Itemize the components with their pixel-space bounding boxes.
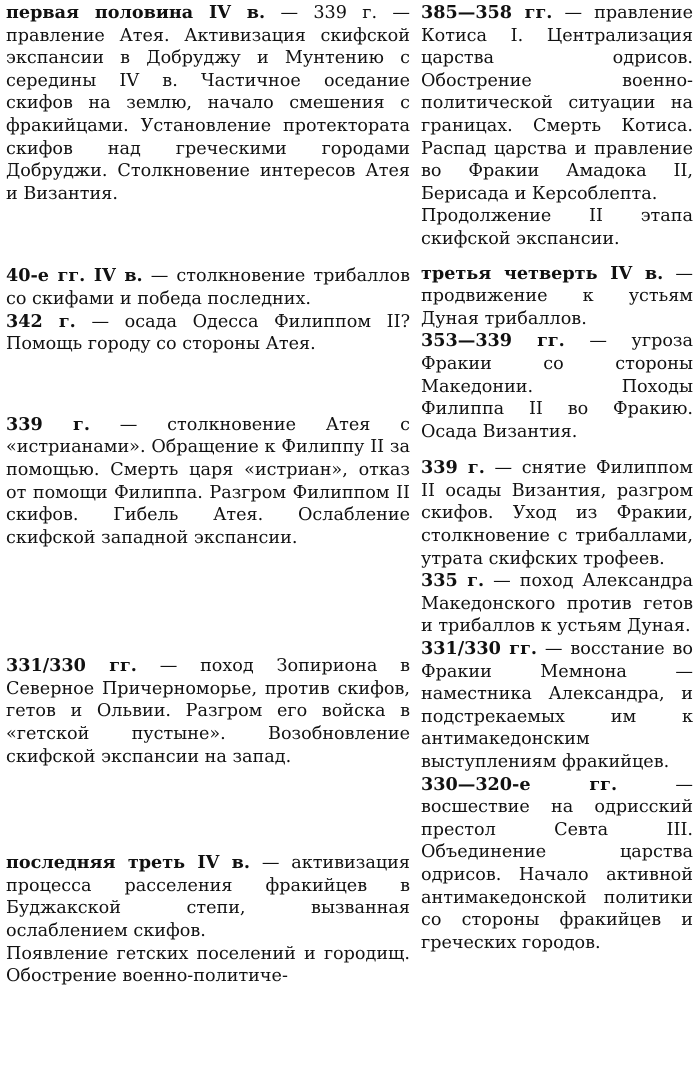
entry-paragraph (6, 265, 410, 310)
entry-paragraph (421, 638, 693, 774)
entry-paragraph (6, 655, 410, 768)
chronology-entry (6, 414, 410, 550)
chronology-entry (421, 457, 693, 570)
entry-date: 330—320-е гг. (421, 773, 618, 795)
entry-date: 331/330 гг. (421, 638, 537, 660)
entry-text: Продолжение II этапа скифской экспансии. (421, 206, 693, 249)
chronology-entry (6, 2, 410, 205)
chronology-entry (6, 311, 410, 356)
entry-text: — правление Котиса I. Централизация царства одрисов. Обострение военно-политической ситуации на границах. Смерть Котиса. Распад царства и правление во Фракии Амадока II, Берисада и Керсоблепта. (421, 3, 694, 204)
entry-text: — осада Одесса Филиппом II? Помощь городу со стороны Атея. (6, 311, 411, 355)
entry-paragraph (421, 2, 693, 205)
entry-date: 339 г. (6, 413, 90, 435)
left-column (6, 2, 410, 988)
entry-date: 335 г. (421, 570, 485, 592)
entry-text: — поход Зопириона в Северное Причерноморье, против скифов, гетов и Ольвии. Разгром его войска в «гетской пустыне». Возобновление скифской экспансии на запад. (6, 656, 411, 767)
entry-paragraph (421, 457, 693, 570)
chronology-entry (6, 265, 410, 310)
entry-date: третья четверть IV в. (421, 262, 664, 284)
entry-text: — снятие Филиппом II осады Византия, разгром скифов. Уход из Фракии, столкновение с трибаллами, утрата скифских трофеев. (421, 458, 693, 569)
chronology-entry (421, 330, 693, 443)
entry-paragraph (421, 330, 693, 443)
entry-text: — активизация процесса расселения фракийцев в Буджакской степи, вызванная ослаблением скифов. (6, 853, 411, 942)
entry-date: 331/330 гг. (6, 655, 137, 677)
chronology-entry (421, 638, 693, 774)
entry-paragraph (6, 852, 410, 942)
entry-text: — восстание во Фракии Мемнона — наместника Александра, и подстрекаемых им к антимакедонским выступлениям фракийцев. (421, 639, 693, 772)
entry-paragraph (421, 205, 693, 250)
entry-date: последняя треть IV в. (6, 852, 250, 874)
entry-paragraph (6, 414, 410, 550)
entry-text: — поход Александра Македонского против гетов и трибаллов к устьям Дуная. (421, 571, 693, 637)
entry-text: — продвижение к устьям Дуная трибаллов. (421, 263, 693, 329)
entry-text: — столкновение Атея с «истрианами». Обращение к Филиппу II за помощью. Смерть царя «истриан», отказ от помощи Филиппа. Разгром Филиппом II скифов. Гибель Атея. Ослабление скифской западной экспансии. (6, 414, 411, 548)
entry-paragraph (421, 774, 693, 955)
right-column (421, 2, 693, 954)
chronology-entry (421, 2, 693, 251)
entry-date: первая половина IV в. (6, 2, 266, 23)
chronology-entry (421, 263, 693, 331)
chronology-entry (421, 570, 693, 638)
chronology-entry (6, 852, 410, 988)
entry-date: 353—339 гг. (421, 330, 565, 352)
entry-text: Появление гетских поселений и городищ. Обострение военно-политиче- (6, 943, 410, 987)
entry-paragraph (6, 2, 410, 205)
chronology-entry (6, 655, 410, 768)
entry-paragraph (6, 943, 410, 988)
entry-text: — восшествие на одрисский престол Севта III. Объединение царства одрисов. Начало активной антимакедонской политики со стороны фракийцев и греческих городов. (421, 774, 694, 953)
entry-paragraph (421, 570, 693, 638)
entry-paragraph (6, 311, 410, 356)
entry-date: 342 г. (6, 310, 76, 332)
entry-date: 339 г. (421, 457, 485, 479)
entry-text: — 339 г. — правление Атея. Активизация скифской экспансии в Добруджу и Мунтению с середины IV в. Частичное оседание скифов на землю, начало смешения с фракийцами. Установление протектората скифов над греческими городами Добруджи. Столкновение интересов Атея и Византия. (6, 3, 410, 204)
entry-paragraph (421, 263, 693, 331)
entry-text: — угроза Фракии со стороны Македонии. Походы Филиппа II во Фракию. Осада Византия. (421, 331, 694, 442)
entry-text: — столкновение трибаллов со скифами и победа последних. (6, 266, 410, 309)
entry-date: 385—358 гг. (421, 2, 553, 23)
chronology-entry (421, 774, 693, 955)
entry-date: 40-е гг. IV в. (6, 265, 143, 287)
